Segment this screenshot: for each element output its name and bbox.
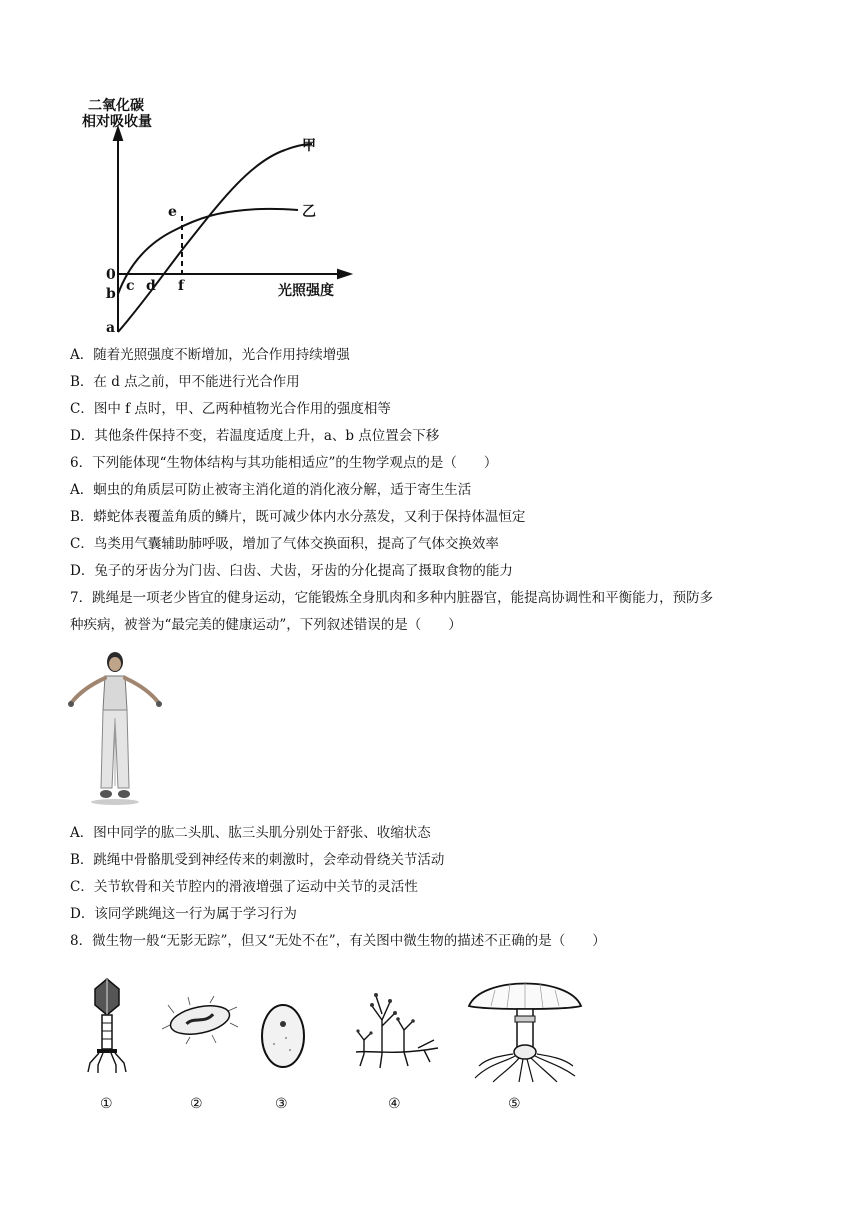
q6-option-c: C．鸟类用气囊辅助肺呼吸，增加了气体交换面积，提高了气体交换效率 — [70, 536, 499, 552]
organism-label-3: ③ — [275, 1096, 288, 1112]
graph-point-d: d — [146, 278, 156, 294]
graph-point-f: f — [178, 278, 185, 294]
q6-option-a: A．蛔虫的角质层可防止被寄主消化道的消化液分解，适于寄生生活 — [70, 482, 472, 498]
q6-stem: 6．下列能体现“生物体结构与其功能相适应”的生物学观点的是（ ） — [70, 455, 498, 471]
q5-option-d: D．其他条件保持不变，若温度适度上升，a、b 点位置会下移 — [70, 428, 440, 444]
q7-option-d: D．该同学跳绳这一行为属于学习行为 — [70, 906, 297, 922]
graph-point-origin: 0 — [106, 267, 116, 283]
q5-option-b: B．在 d 点之前，甲不能进行光合作用 — [70, 374, 300, 390]
graph-curve-yi-label: 乙 — [302, 204, 316, 220]
q5-option-a: A．随着光照强度不断增加，光合作用持续增强 — [70, 347, 350, 363]
q7-stem-line1: 7．跳绳是一项老少皆宜的健身运动，它能锻炼全身肌肉和多种内脏器官，能提高协调性和平衡能力，预防多 — [70, 590, 714, 606]
q7-option-b: B．跳绳中骨骼肌受到神经传来的刺激时，会牵动骨绕关节活动 — [70, 852, 445, 868]
organism-label-1: ① — [100, 1096, 113, 1112]
q6-option-b: B．蟒蛇体表覆盖角质的鳞片，既可减少体内水分蒸发，又利于保持体温恒定 — [70, 509, 526, 525]
jump-rope-person-image — [60, 648, 170, 810]
q5-option-c: C．图中 f 点时，甲、乙两种植物光合作用的强度相等 — [70, 401, 391, 417]
graph-xlabel: 光照强度 — [278, 283, 334, 299]
graph-point-e: e — [168, 204, 177, 220]
graph-curve-jia-label: 甲 — [302, 138, 316, 154]
q7-option-a: A．图中同学的肱二头肌、肱三头肌分别处于舒张、收缩状态 — [70, 825, 431, 841]
organism-label-2: ② — [190, 1096, 203, 1112]
q7-stem-line2: 种疾病，被誉为“最完美的健康运动”，下列叙述错误的是（ ） — [70, 617, 462, 633]
organism-label-5: ⑤ — [508, 1096, 521, 1112]
graph-ylabel-line2: 相对吸收量 — [82, 114, 152, 130]
q8-stem: 8．微生物一般“无影无踪”，但又“无处不在”，有关图中微生物的描述不正确的是（ ） — [70, 933, 606, 949]
graph-point-b: b — [106, 286, 116, 302]
yeast-cell-image — [258, 1000, 308, 1072]
q6-option-d: D．兔子的牙齿分为门齿、臼齿、犬齿，牙齿的分化提高了摄取食物的能力 — [70, 563, 513, 579]
graph-point-a: a — [106, 320, 116, 336]
q7-option-c: C．关节软骨和关节腔内的滑液增强了运动中关节的灵活性 — [70, 879, 418, 895]
mushroom-image — [465, 966, 585, 1084]
graph-point-c: c — [126, 278, 135, 294]
organism-label-4: ④ — [388, 1096, 401, 1112]
bacterium-image — [160, 995, 240, 1045]
bacteriophage-image — [82, 975, 132, 1075]
mold-image — [352, 990, 442, 1072]
graph-ylabel-line1: 二氧化碳 — [88, 98, 144, 114]
photosynthesis-graph — [70, 92, 370, 342]
